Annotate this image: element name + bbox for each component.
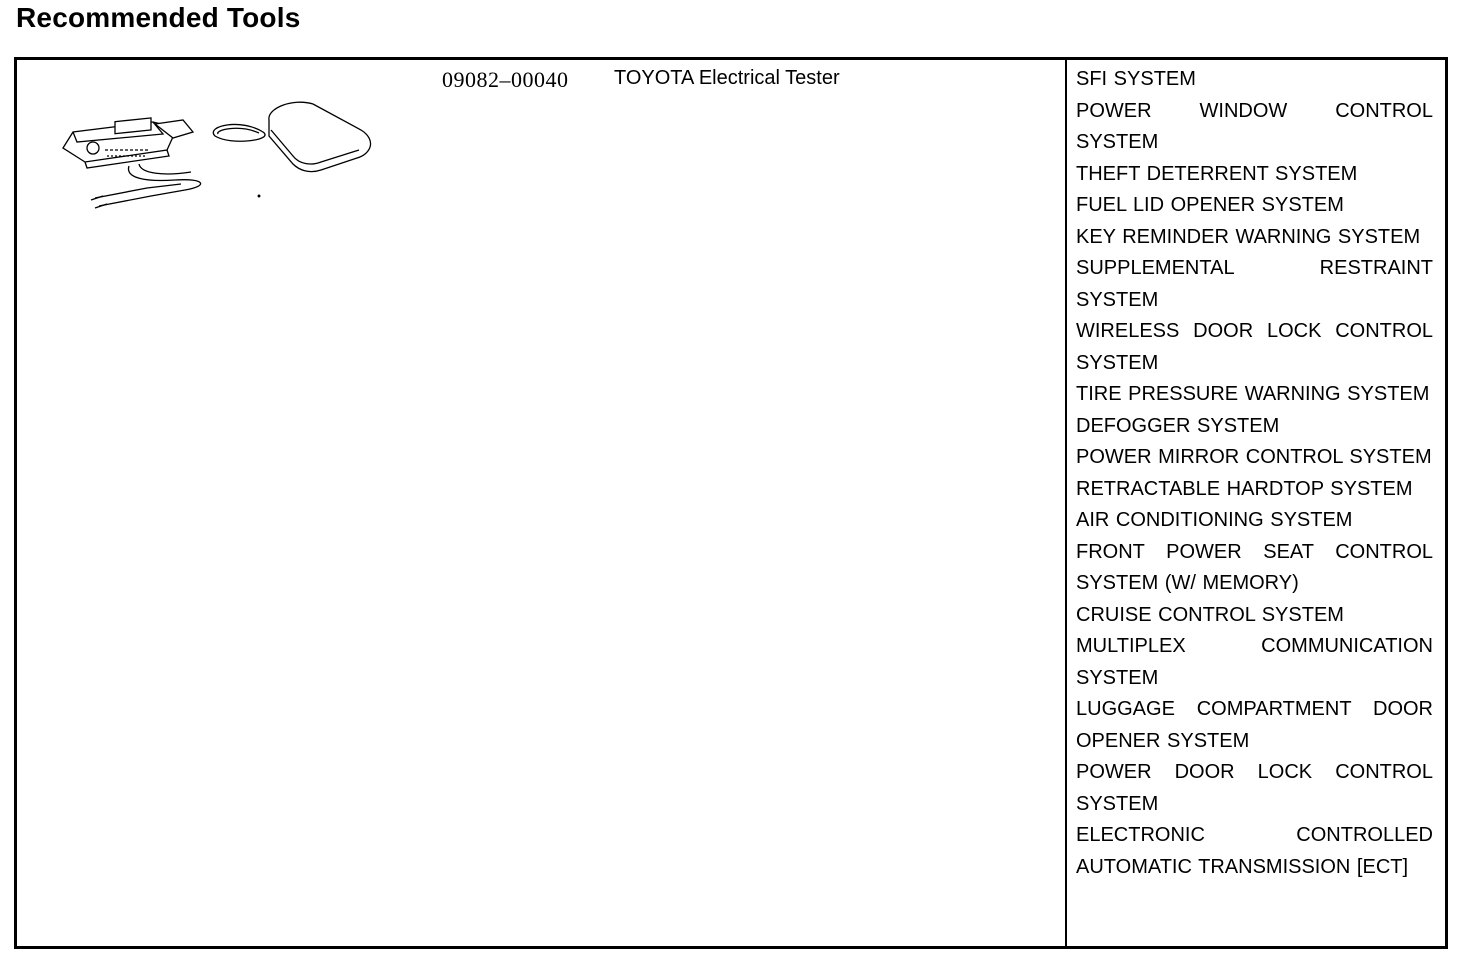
tool-name: TOYOTA Electrical Tester	[614, 67, 840, 89]
system-item: MULTIPLEX COMMUNICATION SYSTEM	[1076, 635, 1433, 689]
tools-table	[14, 57, 1448, 949]
system-item: TIRE PRESSURE WARNING SYSTEM	[1076, 383, 1430, 405]
system-item: POWER WINDOW CONTROL SYSTEM	[1076, 99, 1433, 153]
system-item: POWER DOOR LOCK CONTROL SYSTEM	[1076, 761, 1433, 815]
system-item: RETRACTABLE HARDTOP SYSTEM	[1076, 477, 1413, 500]
system-item: THEFT DETERRENT SYSTEM	[1076, 162, 1358, 185]
page-title: Recommended Tools	[16, 2, 301, 33]
part-number: 09082–00040	[442, 67, 569, 92]
system-item: AIR CONDITIONING SYSTEM	[1076, 509, 1353, 531]
system-item: FRONT POWER SEAT CONTROL SYSTEM (W/ MEMORY)	[1076, 540, 1433, 594]
system-item: WIRELESS DOOR LOCK CONTROL SYSTEM	[1076, 320, 1433, 374]
system-item: SUPPLEMENTAL RESTRAINT SYSTEM	[1076, 257, 1433, 311]
column-divider	[1065, 60, 1067, 946]
system-item: POWER MIRROR CONTROL SYSTEM	[1076, 446, 1432, 468]
system-item: DEFOGGER SYSTEM	[1076, 414, 1280, 437]
electrical-tester-illustration-icon	[55, 90, 375, 210]
applicable-systems-list	[1076, 64, 1433, 883]
system-item: FUEL LID OPENER SYSTEM	[1076, 194, 1344, 216]
system-item: SFI SYSTEM	[1076, 68, 1196, 90]
system-item: KEY REMINDER WARNING SYSTEM	[1076, 225, 1421, 248]
system-item: ELECTRONIC CONTROLLED AUTOMATIC TRANSMISSION [ECT]	[1076, 824, 1433, 878]
system-item: LUGGAGE COMPARTMENT DOOR OPENER SYSTEM	[1076, 698, 1433, 752]
system-item: CRUISE CONTROL SYSTEM	[1076, 603, 1344, 626]
